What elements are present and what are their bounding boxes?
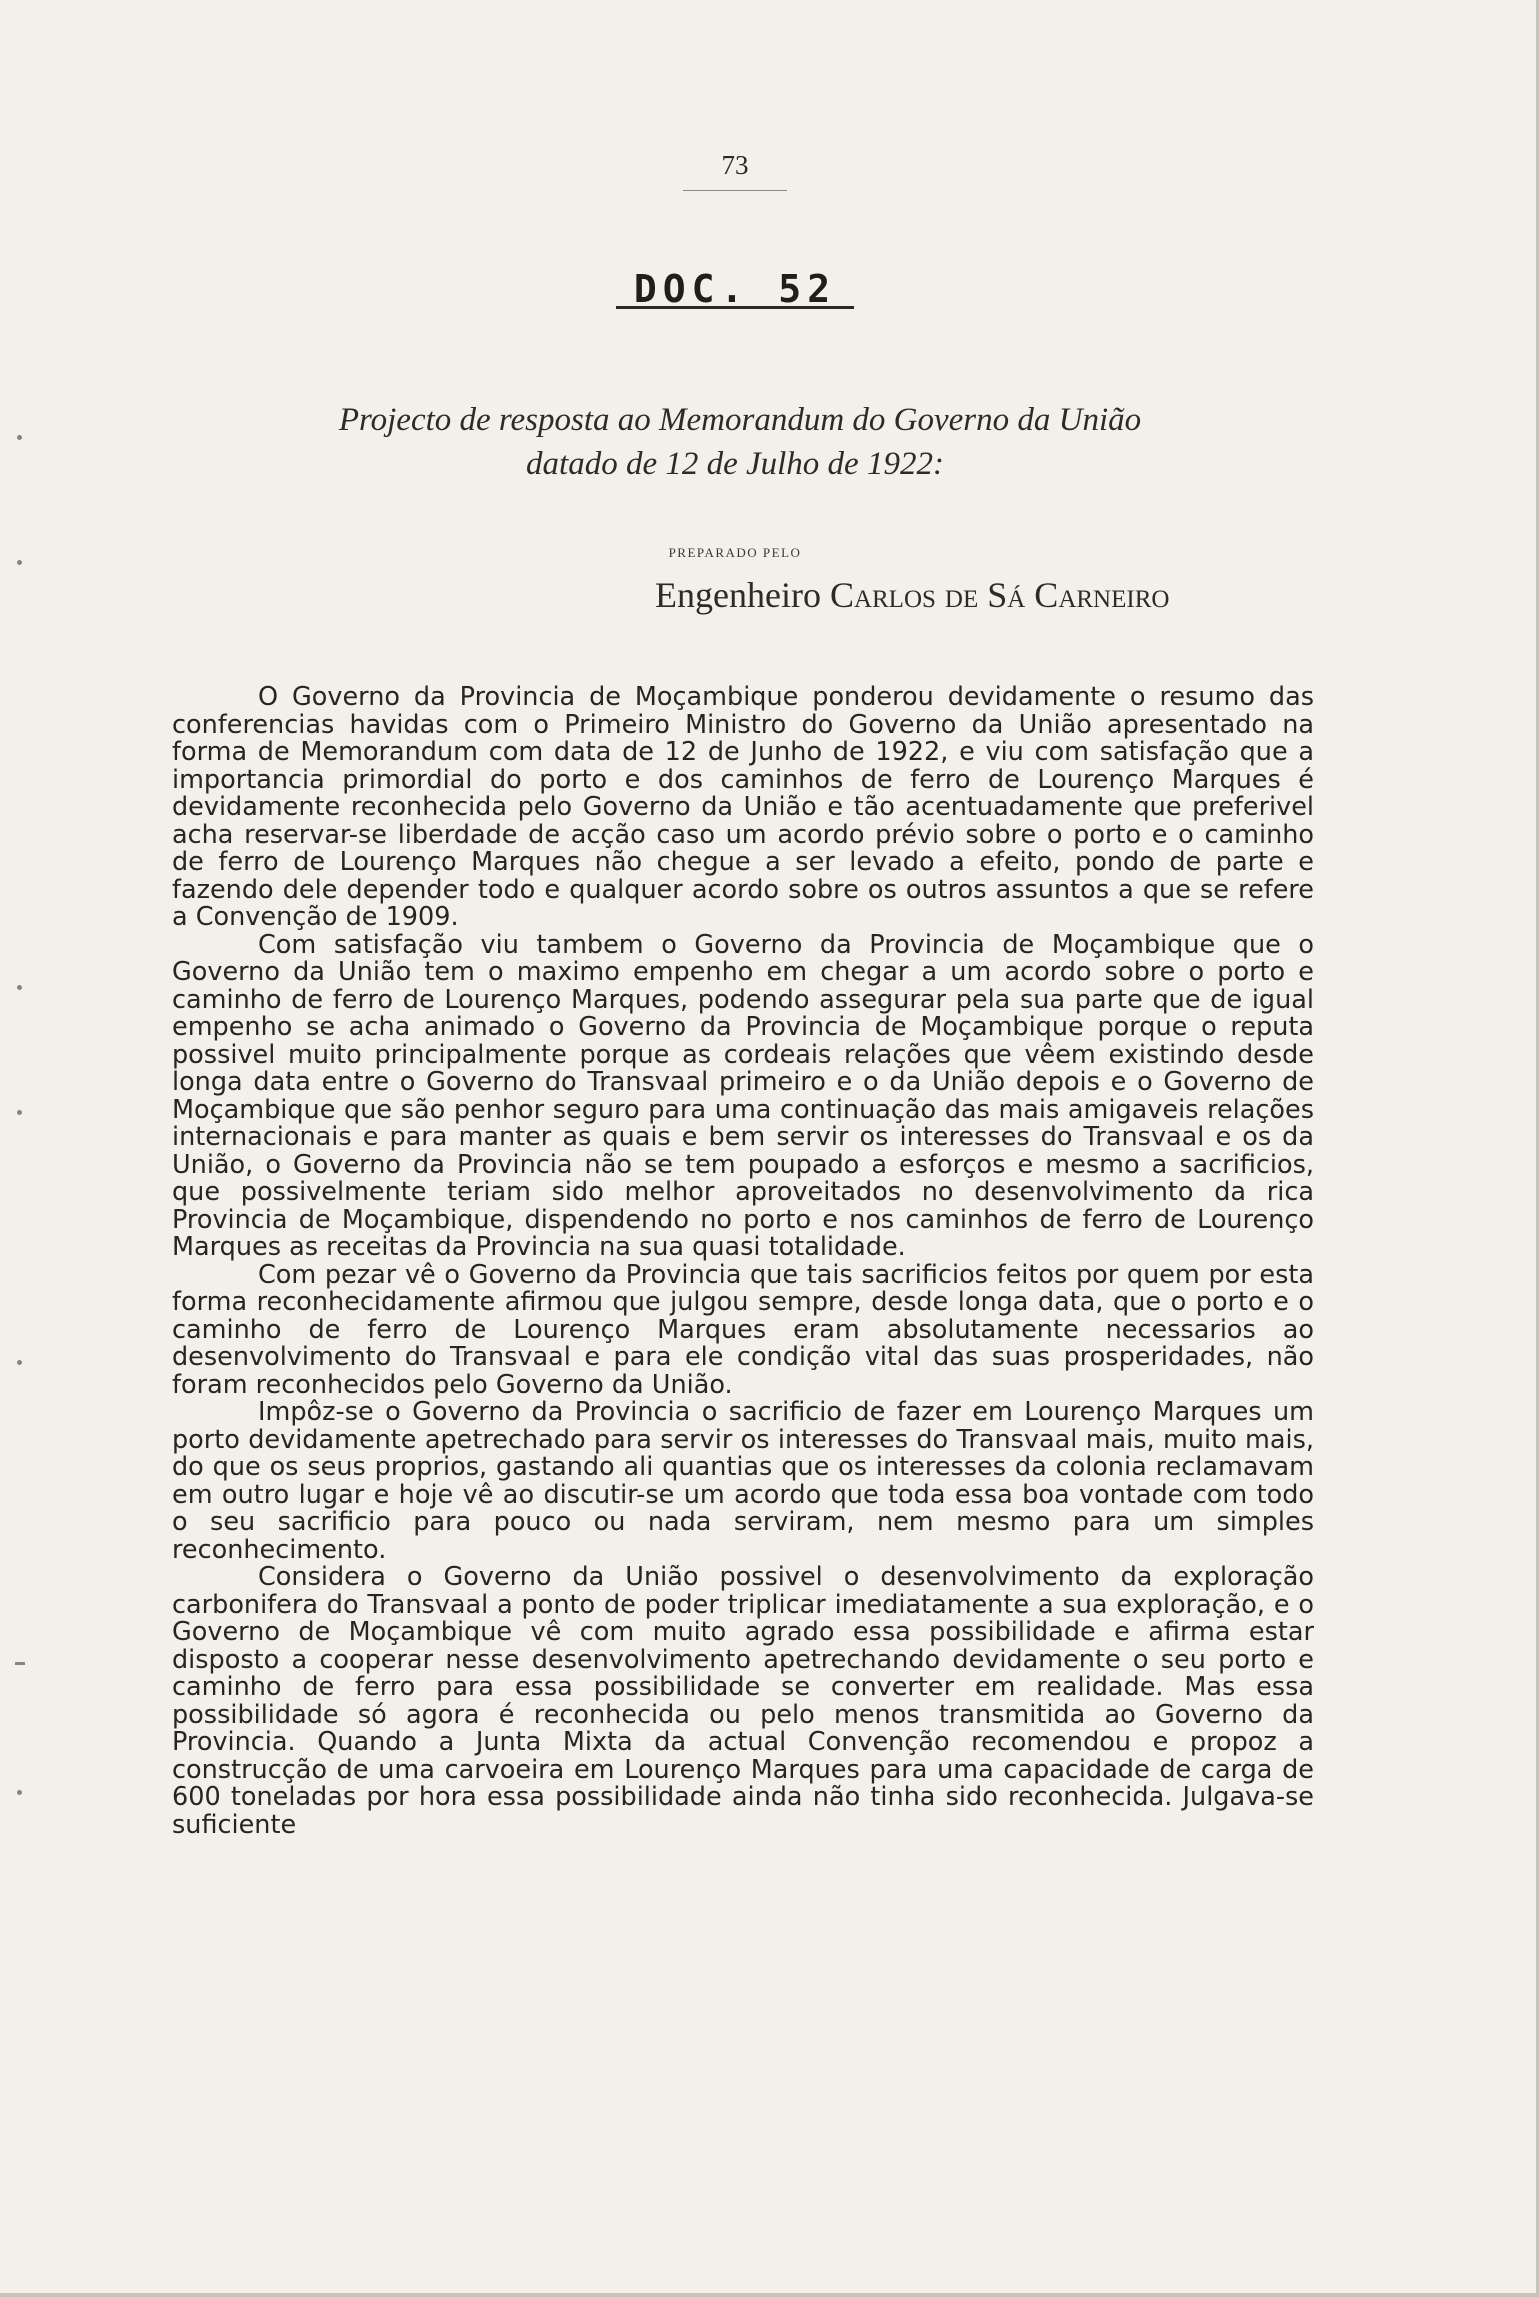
margin-mark <box>17 985 22 990</box>
doc-heading: DOC. 52 <box>633 267 837 311</box>
paragraph-3: Com pezar vê o Governo da Provincia que tais sacrificios feitos por quem por esta forma reconhecidamente afirmou que julgou sempre, desde longa data, que o porto e o caminho de ferro de Lourenço Marques eram absolutamente necessarios ao desenvolvimento do Transvaal e para ele condição vital das suas prosperidades, não foram reconhecidos pelo Governo da União. <box>172 1259 1314 1400</box>
margin-mark <box>17 435 22 440</box>
doc-heading-rule <box>616 306 854 309</box>
margin-mark <box>17 560 22 565</box>
paragraph-1: O Governo da Provincia de Moçambique ponderou devidamente o resumo das conferencias havidas com o Primeiro Ministro do Governo da União apresentado na forma de Memorandum com data de 12 de Junho de 1922, e viu com satisfação que a importancia primordial do porto e dos caminhos de ferro de Lourenço Marques é devidamente reconhecida pelo Governo da União e tão acentuadamente que preferivel acha reservar-se liberdade de acção caso um acordo prévio sobre o porto e o caminho de ferro de Lourenço Marques não chegue a ser levado a efeito, pondo de parte e fazendo dele depender todo e qualquer acordo sobre os outros assuntos a que se refere a Convenção de 1909. <box>172 682 1314 932</box>
paragraph-5: Considera o Governo da União possivel o desenvolvimento da exploração carbonifera do Transvaal a ponto de poder triplicar imediatamente a sua exploração, e o Governo de Moçambique vê com muito agrado essa possibilidade e afirma estar disposto a cooperar nesse desenvolvimento apetrechando devidamente o seu porto e caminho de ferro para essa possibilidade se converter em realidade. Mas essa possibilidade só agora é reconhecida ou pelo menos transmitida ao Governo da Provincia. Quando a Junta Mixta da actual Convenção recomendou e propoz a construcção de uma carvoeira em Lourenço Marques para uma capacidade de carga de 600 toneladas por hora essa possibilidade ainda não tinha sido reconhecida. Julgava-se suficiente <box>172 1562 1314 1840</box>
body-text <box>172 684 1314 1839</box>
title-line-2: datado de 12 de Julho de 1922: <box>526 446 944 482</box>
page-number-rule <box>683 190 787 191</box>
author-line <box>655 574 1255 616</box>
document-title <box>0 398 1470 486</box>
title-line-1: Projecto de resposta ao Memorandum do Governo da União <box>338 402 1142 438</box>
margin-mark <box>17 1790 22 1795</box>
paragraph-4: Impôz-se o Governo da Provincia o sacrificio de fazer em Lourenço Marques um porto devidamente apetrechado para servir os interesses do Transvaal mais, muito mais, do que os seus proprios, gastando ali quantias que os interesses da colonia reclamavam em outro lugar e hoje vê ao discutir-se um acordo que toda essa boa vontade com todo o seu sacrificio para pouco ou nada serviram, nem mesmo para um simples reconhecimento. <box>172 1397 1314 1565</box>
page-number: 73 <box>721 150 749 180</box>
prepared-by-label: PREPARADO PELO <box>668 545 802 560</box>
paragraph-2: Com satisfação viu tambem o Governo da Provincia de Moçambique que o Governo da União tem o maximo empenho em chegar a um acordo sobre o porto e caminho de ferro de Lourenço Marques, podendo assegurar pela sua parte que de igual empenho se acha animado o Governo da Provincia de Moçambique porque o reputa possivel muito principalmente porque as cordeais relações que vêem existindo desde longa data entre o Governo do Transvaal primeiro e o da União depois e o Governo de Moçambique que são penhor seguro para uma continuação das mais amigaveis relações internacionais e para manter as quais e bem servir os interesses do Transvaal e os da União, o Governo da Provincia não se tem poupado a esforços e mesmo a sacrificios, que possivelmente teriam sido melhor aproveitados no desenvolvimento da rica Provincia de Moçambique, dispendendo no porto e nos caminhos de ferro de Lourenço Marques as receitas da Provincia na sua quasi totalidade. <box>172 929 1314 1262</box>
margin-mark <box>15 1662 25 1665</box>
author-name: Carlos de Sá Carneiro <box>829 575 1170 615</box>
margin-mark <box>17 1360 22 1365</box>
margin-mark <box>17 1110 22 1115</box>
author-prefix: Engenheiro <box>655 575 821 615</box>
